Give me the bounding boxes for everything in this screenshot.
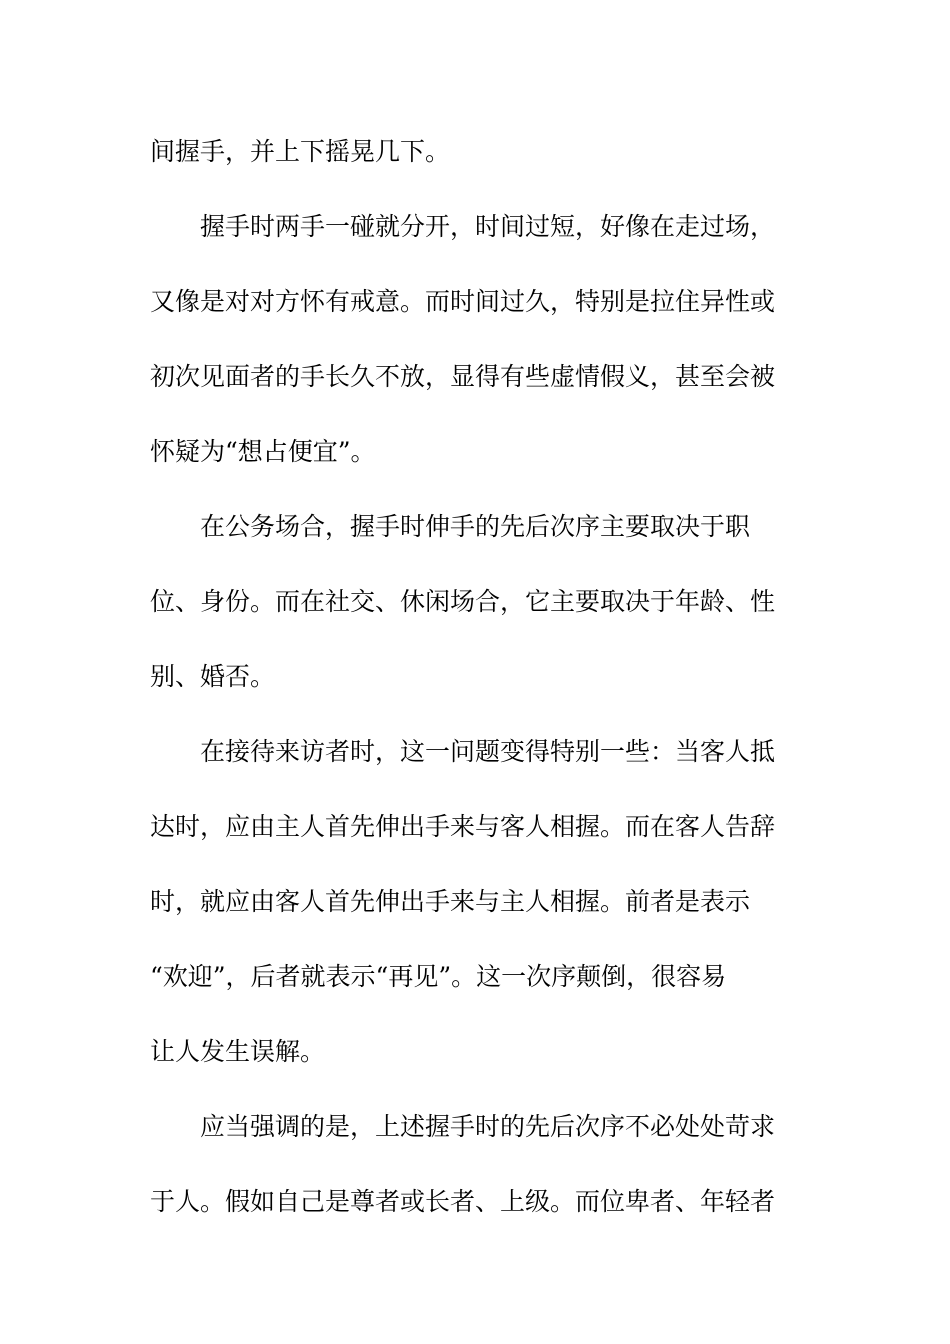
- text-line: 达时，应由主人首先伸出手来与客人相握。而在客人告辞: [150, 812, 776, 841]
- text-line: 时，就应由客人首先伸出手来与主人相握。前者是表示: [150, 887, 751, 916]
- text-line: 又像是对对方怀有戒意。而时间过久，特别是拉住异性或: [150, 287, 776, 316]
- paragraph-start-line: 应当强调的是，上述握手时的先后次序不必处处苛求: [200, 1112, 776, 1141]
- text-line: 位、身份。而在社交、休闲场合，它主要取决于年龄、性: [150, 587, 776, 616]
- text-line: 初次见面者的手长久不放，显得有些虚情假义，甚至会被: [150, 362, 776, 391]
- text-line: 让人发生误解。: [150, 1037, 326, 1066]
- text-line: 于人。假如自己是尊者或长者、上级。而位卑者、年轻者: [150, 1187, 776, 1216]
- paragraph-start-line: 握手时两手一碰就分开，时间过短，好像在走过场，: [200, 212, 776, 241]
- text-line: 怀疑为“想占便宜”。: [150, 437, 376, 466]
- paragraph-start-line: 在接待来访者时，这一问题变得特别一些：当客人抵: [200, 737, 776, 766]
- paragraph-start-line: 在公务场合，握手时伸手的先后次序主要取决于职: [200, 512, 751, 541]
- text-line: “欢迎”，后者就表示“再见”。这一次序颠倒，很容易: [150, 962, 727, 991]
- text-line: 别、婚否。: [150, 662, 276, 691]
- text-line: 间握手，并上下摇晃几下。: [150, 137, 451, 166]
